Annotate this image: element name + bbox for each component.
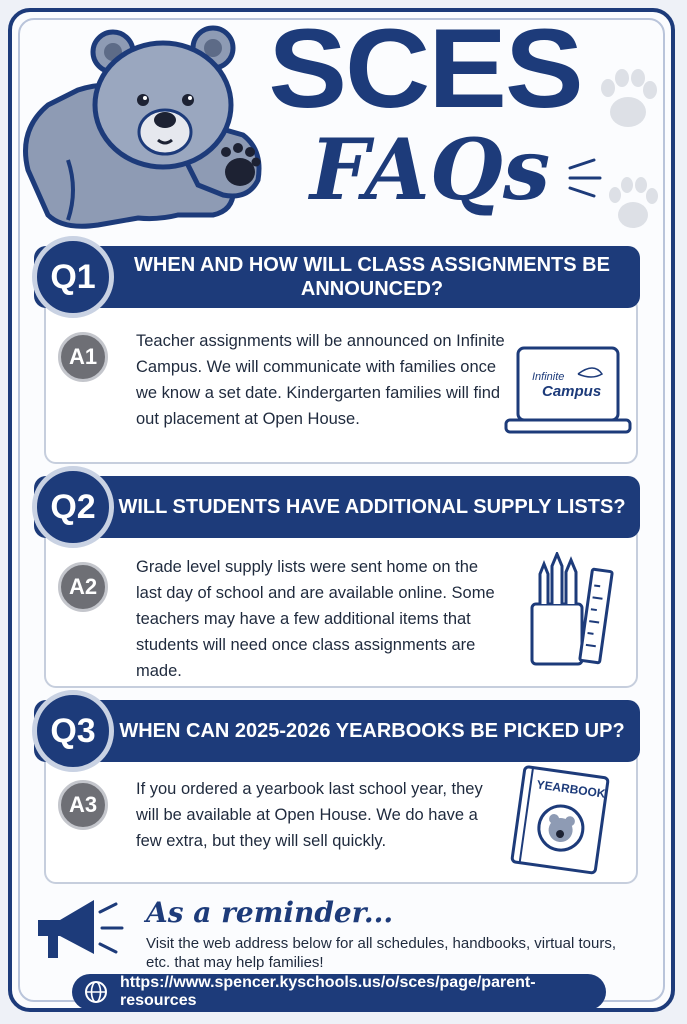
answer-badge-3: A3 [58, 780, 108, 830]
answer-text-1: Teacher assignments will be announced on Infinite Campus. We will communicate with families once we know a set date. Kindergarten families will find out placement at Open House. [136, 332, 505, 428]
answer-badge-2: A2 [58, 562, 108, 612]
question-badge-2: Q2 [32, 466, 114, 548]
laptop-icon [504, 344, 632, 438]
globe-icon [84, 980, 108, 1004]
answer-text-3: If you ordered a yearbook last school year, they will be available at Open House. We do have a few extra, but they will sell quickly. [136, 780, 483, 850]
page-subtitle: FAQs [309, 120, 551, 219]
answer-text-2: Grade level supply lists were sent home on the last day of school and are available online. Some teachers may have a few additional items that students will need once class assignments are made. [136, 558, 495, 680]
paw-print-icon [590, 60, 670, 140]
laptop-text-infinite: Infinite [532, 371, 565, 383]
megaphone-icon [30, 890, 128, 970]
url-text[interactable]: https://www.spencer.kyschools.us/o/sces/page/parent-resources [120, 974, 536, 1009]
question-2: WILL STUDENTS HAVE ADDITIONAL SUPPLY LISTS? [34, 476, 640, 538]
bear-mascot-icon [8, 20, 268, 235]
pencil-cup-icon [524, 552, 620, 668]
question-1: WHEN AND HOW WILL CLASS ASSIGNMENTS BE ANNOUNCED? [34, 246, 640, 308]
reminder-title: As a reminder... [146, 896, 394, 929]
question-3: WHEN CAN 2025-2026 YEARBOOKS BE PICKED UP? [34, 700, 640, 762]
yearbook-label: YEARBOOK [535, 777, 607, 801]
reminder-text: Visit the web address below for all schedules, handbooks, virtual tours, etc. that may help families! [146, 935, 616, 971]
laptop-text-campus: Campus [542, 383, 602, 400]
page-title: SCES [268, 6, 582, 132]
question-badge-1: Q1 [32, 236, 114, 318]
parent-resources-link[interactable] [72, 974, 606, 1010]
question-badge-3: Q3 [32, 690, 114, 772]
answer-badge-1: A1 [58, 332, 108, 382]
paw-print-icon [600, 170, 670, 240]
ruler-icon [580, 569, 613, 663]
yearbook-icon [504, 764, 618, 876]
accent-lines [566, 158, 606, 198]
